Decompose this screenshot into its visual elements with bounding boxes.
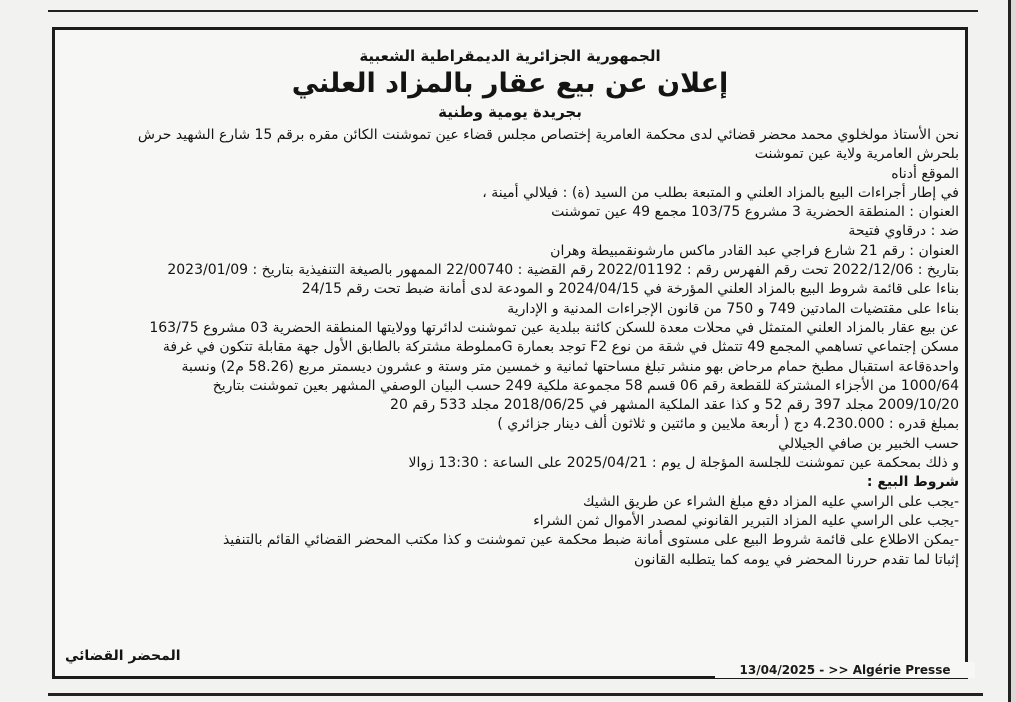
republic-name: الجمهورية الجزائرية الديمقراطية الشعبية: [359, 47, 661, 65]
conditions-heading: شروط البيع :: [866, 474, 959, 491]
announcement-body: [73, 126, 959, 570]
announcement-frame: [52, 27, 968, 679]
body-line: في إطار أجراءات البيع بالمزاد العلني و المتبعة بطلب من السيد (ة) : فيلالي أمينة ،: [482, 184, 959, 201]
body-line: نحن الأستاذ مولخلوي محمد محضر قضائي لدى محكمة العامرية إختصاص مجلس قضاء عين تموشنت الكائن مقره برقم 15 شارع الشهيد حرش: [137, 127, 959, 143]
condition-item: -يجب على الراسي عليه المزاد التبرير القانوني لمصدر الأموال ثمن الشراء: [533, 512, 959, 529]
body-line: العنوان : المنطقة الحضرية 3 مشروع 103/75 مجمع 49 عين تموشنت: [551, 204, 959, 221]
body-line: بمبلغ قدره : 4.230.000 دج ( أربعة ملايين و مائتين و ثلاثون ألف دينار جزائري ): [497, 416, 959, 433]
body-line: 2009/10/20 مجلد 397 رقم 52 و كذا عقد الملكية المشهر في 2018/06/25 مجلد 533 رقم 20: [390, 397, 959, 414]
top-separator-rule: [48, 10, 978, 12]
body-line: واحدةقاعة استقبال مطبخ حمام مرحاض بهو منشر تبلغ مساحتها ثمانية و خمسين متر وستة و عشرون ديسمتر مربع (58.26 م2) ونسبة: [181, 358, 959, 375]
source-footer: 13/04/2025 - >> Algérie Presse: [715, 662, 975, 678]
body-line: عن بيع عقار بالمزاد العلني المتمثل في محلات معدة للسكن كائنة ببلدية عين تموشنت لدائرتها وولايتها المنطقة الحضرية 03 مشروع 163/75: [149, 319, 959, 336]
body-line: مسكن إجتماعي تساهمي المجمع 49 تتمثل في شقة من نوع F2 توجد بعمارة Gمملوطة مشتركة بالطابق الأول جهة مقابلة تتكون في غرفة: [162, 339, 959, 356]
body-line: الموقع أدناه: [891, 165, 959, 182]
announcement-header: [55, 46, 965, 122]
body-line: 1000/64 من الأجزاء المشتركة للقطعة رقم 06 قسم 58 مجموعة ملكية 249 حسب البيان الوصفي المشهر بعين تموشنت بتاريخ: [212, 377, 959, 394]
condition-item: -يجب على الراسي عليه المزاد دفع مبلغ الشراء عن طريق الشيك: [582, 493, 959, 510]
body-line: بناءا على مقتضيات المادتين 749 و 750 من قانون الإجراءات المدنية و الإدارية: [507, 300, 959, 317]
body-line: بلحرش العامرية ولاية عين تموشنت: [754, 146, 959, 163]
body-line: بناءا على قائمة شروط البيع بالمزاد العلني المؤرخة في 2024/04/15 و المودعة لدى أمانة ضبط تحت رقم 24/15: [301, 281, 959, 298]
bottom-separator-rule: [48, 693, 983, 696]
closing-line: إثباتا لما تقدم حررنا المحضر في يومه كما يتطلبه القانون: [634, 551, 959, 568]
adjacent-column-edge: [1008, 0, 1016, 702]
body-line: و ذلك بمحكمة عين تموشنت للجلسة المؤجلة ل يوم : 2025/04/21 على الساعة : 13:30 زوالا: [408, 455, 959, 472]
body-line: حسب الخبير بن صافي الجيلالي: [778, 435, 959, 452]
announcement-title: إعلان عن بيع عقار بالمزاد العلني: [291, 68, 729, 99]
newspaper-subtitle: بجريدة يومية وطنية: [438, 103, 582, 121]
body-line: ضد : درقاوي فتيحة: [848, 223, 959, 240]
body-line: بتاريخ : 2022/12/06 تحت رقم الفهرس رقم : 2022/01192 رقم القضية : 22/00740 الممهور بالصيغة التنفيذية بتاريخ : 2023/01/09: [167, 262, 959, 279]
bailiff-signature: المحضر القضائي: [65, 648, 181, 664]
condition-item: -يمكن الاطلاع على قائمة شروط البيع على مستوى أمانة ضبط محكمة عين تموشنت و كذا مكتب المحضر القضائي القائم بالتنفيذ: [222, 532, 959, 549]
body-line: العنوان : رقم 21 شارع فراجي عبد القادر ماكس مارشونقمبيطة وهران: [550, 242, 959, 259]
